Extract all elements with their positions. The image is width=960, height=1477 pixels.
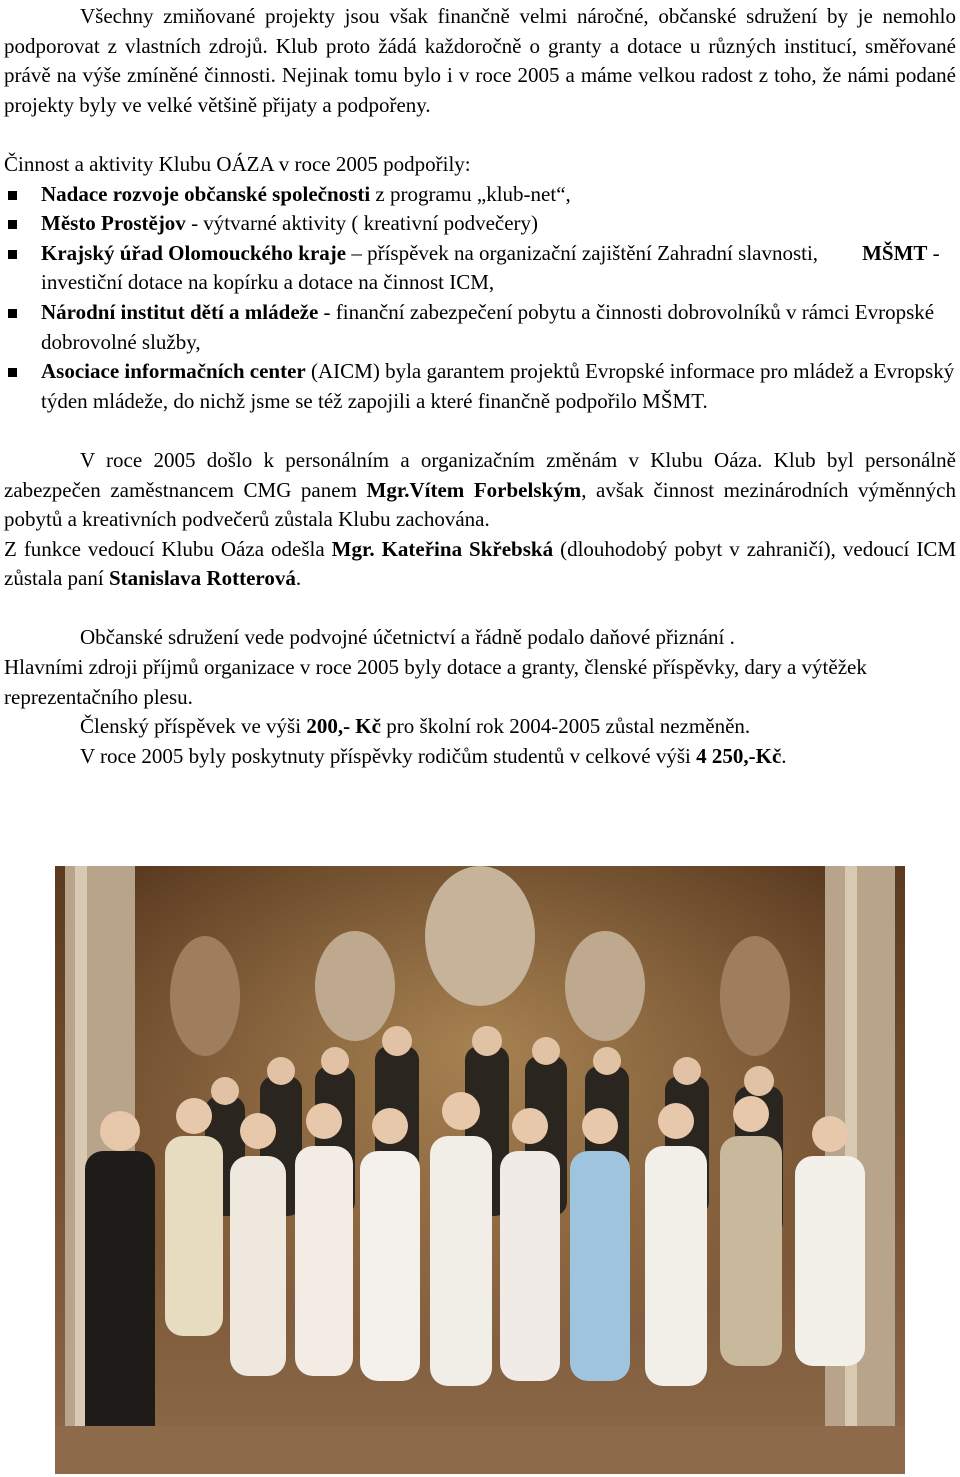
support-item bbox=[4, 357, 956, 416]
staff-name: Mgr. Kateřina Skřebská bbox=[331, 536, 554, 561]
support-item-org: Krajský úřad Olomouckého kraje bbox=[41, 240, 347, 265]
staff-text: , avšak činnost mezinárodních výměnných pobytů a kreativních podvečerů zůstala Klubu zachována. bbox=[4, 477, 956, 532]
support-heading: Činnost a aktivity Klubu OÁZA v roce 2005 podpořily: bbox=[4, 151, 471, 176]
staff-name: Mgr.Vítem Forbelským bbox=[366, 477, 582, 502]
support-item-org: Nadace rozvoje občanské společnosti bbox=[41, 181, 371, 206]
support-item-desc: (AICM) byla garantem projektů Evropské informace pro mládež a Evropský týden mládeže, do nichž jsme se též zapojili a které finančně podpořilo MŠMT. bbox=[41, 359, 955, 413]
finance-text: Členský příspěvek ve výši bbox=[80, 714, 307, 739]
support-item-org: MŠMT bbox=[862, 240, 928, 265]
bullet-square-icon bbox=[8, 309, 17, 318]
support-item-desc: – příspěvek na organizační zajištění Zahradní slavnosti, bbox=[346, 240, 819, 265]
support-item-org: Národní institut dětí a mládeže bbox=[41, 299, 319, 324]
support-item-desc: - výtvarné aktivity ( kreativní podvečery) bbox=[185, 211, 539, 236]
finance-text: pro školní rok 2004-2005 zůstal nezměněn. bbox=[380, 714, 751, 739]
staff-text: . bbox=[295, 566, 302, 591]
bullet-square-icon bbox=[8, 250, 17, 259]
bullet-square-icon bbox=[8, 191, 17, 200]
staff-paragraph bbox=[4, 446, 956, 535]
support-list bbox=[4, 180, 956, 417]
support-item-org: Město Prostějov bbox=[41, 211, 186, 236]
support-item bbox=[4, 180, 956, 210]
document-text bbox=[4, 2, 956, 771]
staff-text: (dlouhodobý pobyt v zahraničí), vedoucí ICM zůstala paní bbox=[4, 536, 957, 591]
finance-sources: Hlavními zdroji příjmů organizace v roce 2005 byly dotace a granty, členské příspěvky, dary a výtěžek reprezentačního plesu. bbox=[4, 655, 867, 709]
finance-amount: 4 250,-Kč bbox=[696, 743, 782, 768]
support-item bbox=[4, 298, 956, 357]
bullet-square-icon bbox=[8, 368, 17, 377]
staff-text: V roce 2005 došlo k personálním a organizačním změnám v Klubu Oáza. Klub byl personálně zabezpečen zaměstnancem CMG panem bbox=[4, 447, 956, 502]
support-item bbox=[4, 209, 956, 239]
support-item-desc: - finanční zabezpečení pobytu a činnosti dobrovolníků v rámci Evropské dobrovolné služby, bbox=[41, 299, 935, 354]
bullet-square-icon bbox=[8, 220, 17, 229]
intro-paragraph: Všechny zmiňované projekty jsou však finančně velmi náročné, občanské sdružení by je nemohlo podporovat z vlastních zdrojů. Klub proto žádá každoročně o granty a dotace u různých institucí, směřované právě na výše zmíněné činnosti. Nejinak tomu bylo i v roce 2005 a máme velkou radost z toho, že námi podané projekty byly ve velké většině přijaty a podpořeny. bbox=[4, 4, 956, 117]
finance-contributions bbox=[4, 742, 956, 772]
finance-accounting: Občanské sdružení vede podvojné účetnictví a řádně podalo daňové přiznání . bbox=[80, 625, 735, 650]
support-item-desc: z programu „klub-net“, bbox=[370, 181, 571, 206]
finance-amount: 200,- Kč bbox=[306, 714, 381, 739]
finance-text: . bbox=[781, 743, 787, 768]
finance-membership-fee bbox=[4, 712, 956, 742]
support-item-desc: - investiční dotace na kopírku a dotace na činnost ICM, bbox=[41, 240, 940, 295]
staff-text: Z funkce vedoucí Klubu Oáza odešla bbox=[4, 536, 332, 561]
staff-name: Stanislava Rotterová bbox=[108, 566, 296, 591]
group-photo-image bbox=[55, 866, 905, 1474]
support-item bbox=[4, 239, 956, 298]
support-item-org: Asociace informačních center bbox=[41, 359, 306, 384]
finance-text: V roce 2005 byly poskytnuty příspěvky rodičům studentů v celkové výši bbox=[80, 743, 697, 768]
group-photo bbox=[55, 866, 905, 1474]
staff-change-paragraph bbox=[4, 535, 956, 594]
